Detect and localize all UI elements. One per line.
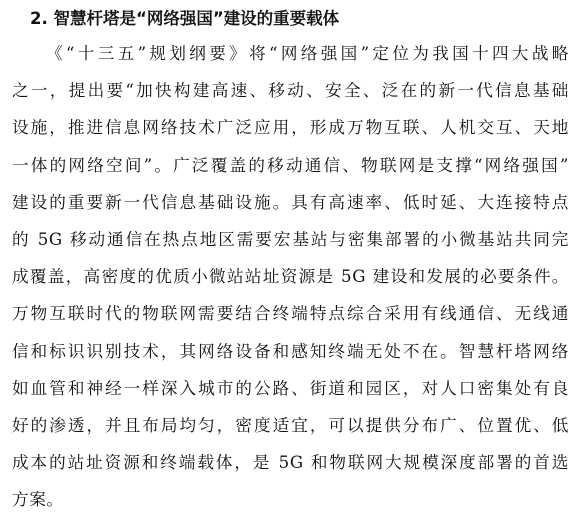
- paragraph-line: 《“十三五”规划纲要》将“网络强国”定位为我国十四大战略: [46, 44, 569, 63]
- paragraph-line: 好的渗透，并且布局均匀，密度适宜，可以提供分布广、位置优、低: [12, 416, 569, 435]
- paragraph-line: 成覆盖，高密度的优质小微站站址资源是 5G 建设和发展的必要条件。: [12, 267, 569, 287]
- paragraph-line: 一体的网络空间”。广泛覆盖的移动通信、物联网是支撑“网络强国”: [12, 155, 569, 175]
- paragraph-line: 信和标识识别技术，其网络设备和感知终端无处不在。智慧杆塔网络: [12, 341, 569, 361]
- body-paragraph: [12, 38, 569, 528]
- section-heading: 2. 智慧杆塔是“网络强国”建设的重要载体: [30, 9, 340, 28]
- paragraph-line: 之一，提出要“加快构建高速、移动、安全、泛在的新一代信息基础: [12, 81, 569, 101]
- paragraph-line: 设施，推进信息网络技术广泛应用，形成万物互联、人机交互、天地: [12, 118, 569, 138]
- paragraph-line: 方案。: [12, 490, 64, 510]
- paragraph-line: 如血管和神经一样深入城市的公路、街道和园区，对人口密集处有良: [12, 378, 569, 398]
- paragraph-line: 的 5G 移动通信在热点地区需要宏基站与密集部署的小微基站共同完: [12, 230, 569, 249]
- paragraph-line: 万物互联时代的物联网需要结合终端特点综合采用有线通信、无线通: [12, 304, 569, 324]
- paragraph-line: 建设的重要新一代信息基础设施。具有高速率、低时延、大连接特点: [12, 192, 569, 212]
- paragraph-line: 成本的站址资源和终端载体，是 5G 和物联网大规模深度部署的首选: [12, 453, 569, 473]
